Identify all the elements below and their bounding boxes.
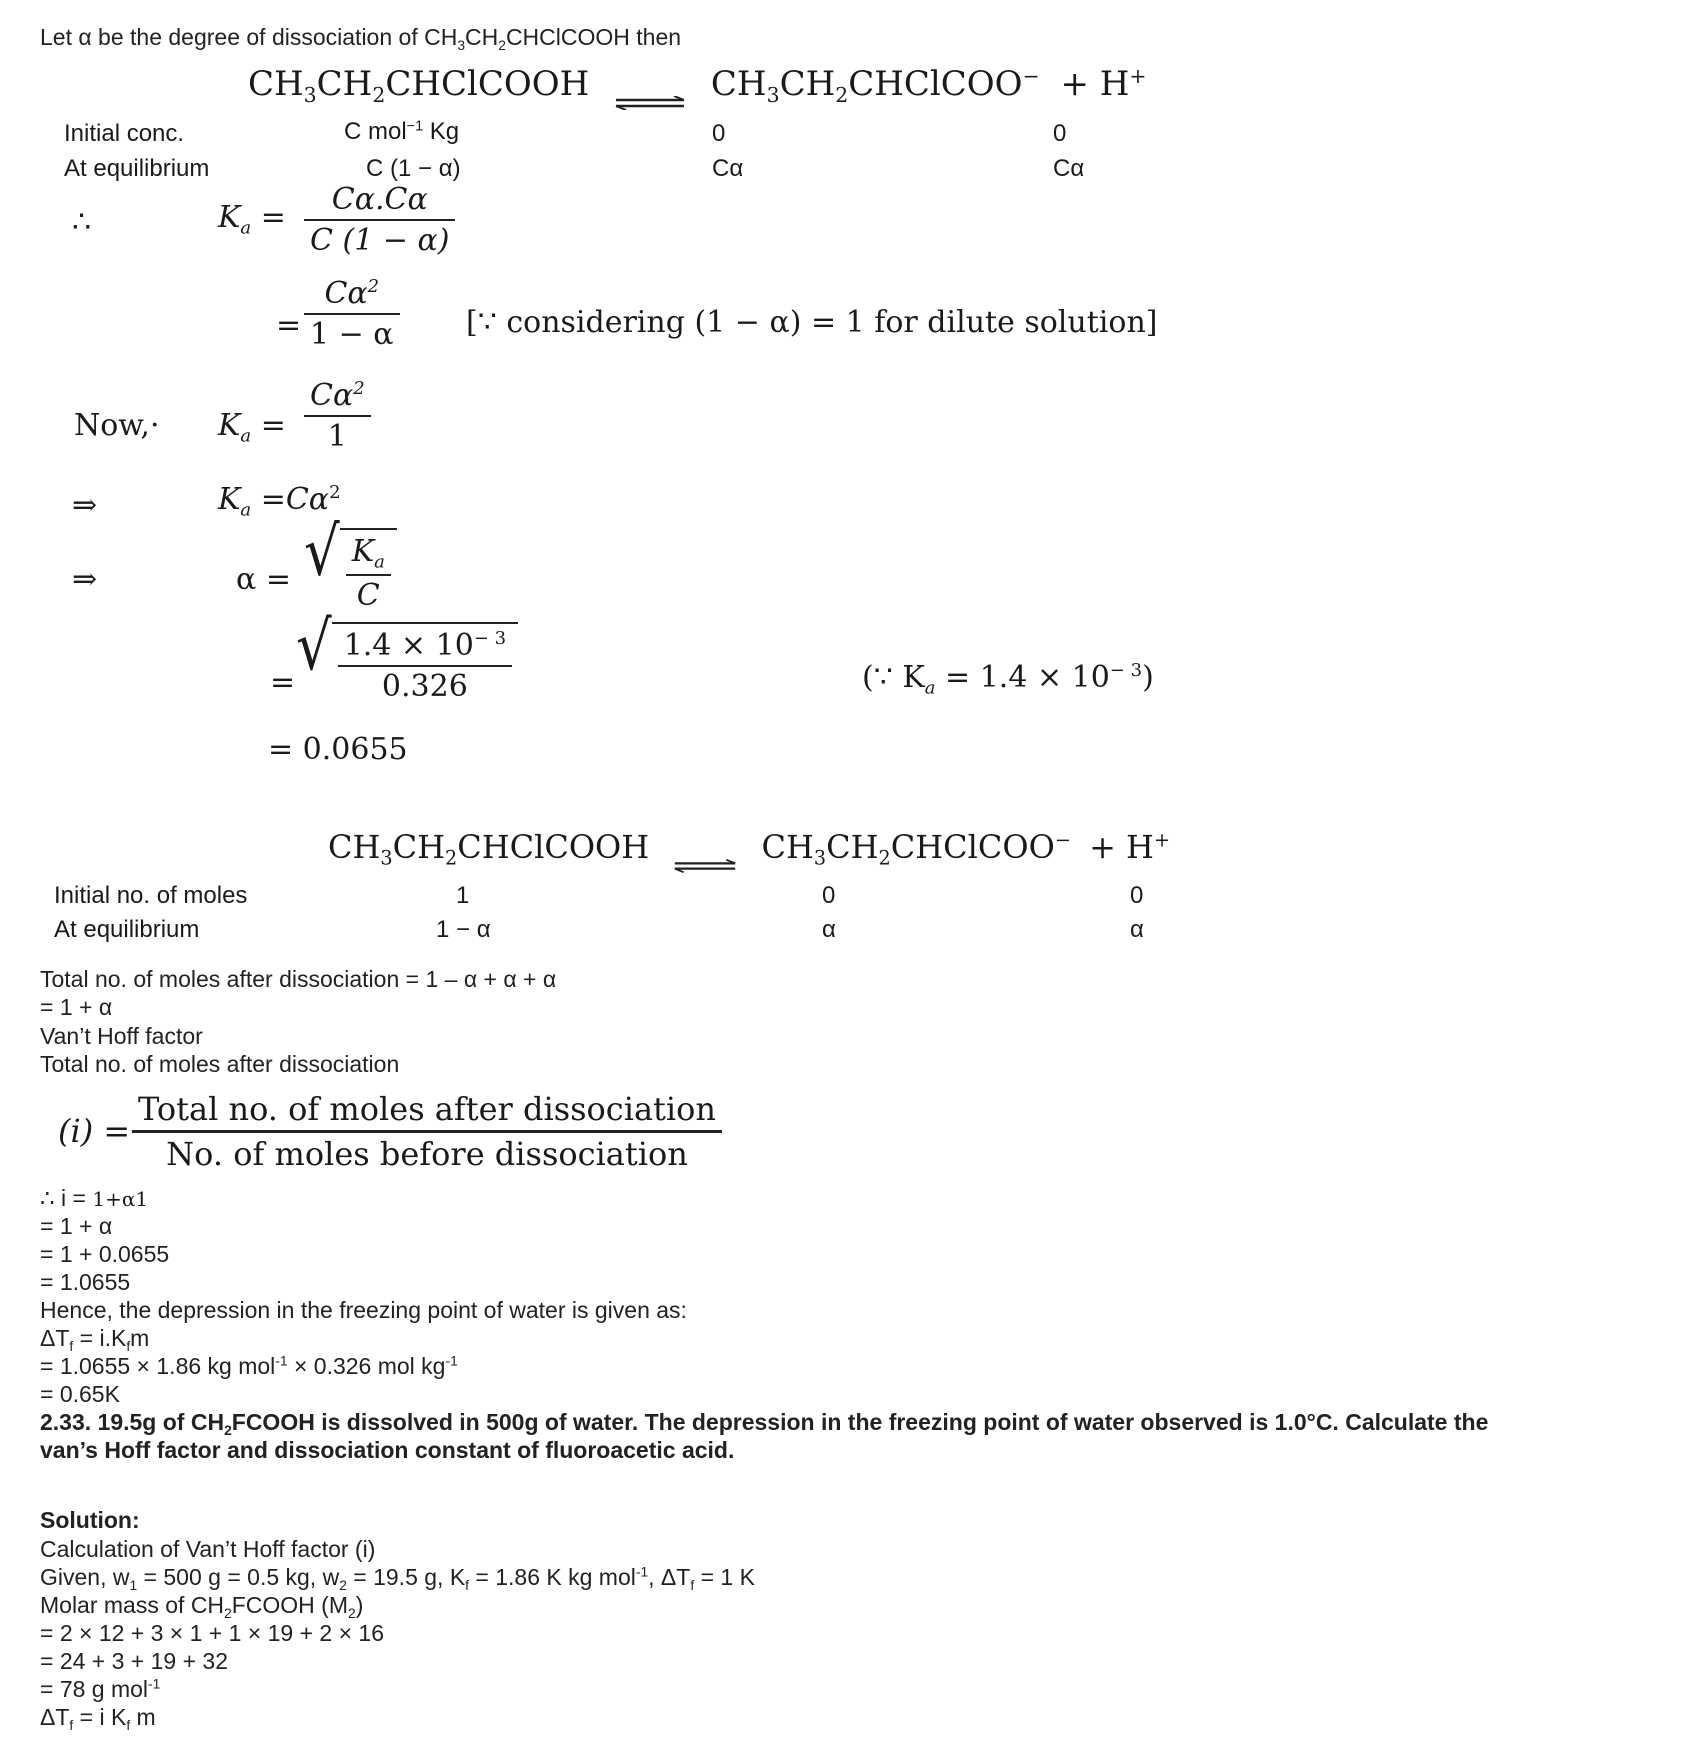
text-line: = 1 + α	[40, 994, 113, 1020]
therefore-symbol: ∴	[72, 205, 92, 240]
reactant: $CH_3CH_2CHClCOOH$	[248, 64, 590, 108]
delta-tf-formula-2: $\Delta T_f = i$ $K_f$ m	[40, 1704, 156, 1733]
row-label: At equilibrium	[54, 916, 200, 943]
ka-value-note: (∵ $K_a = 1.4 \times 10^{- 3}$)	[862, 660, 1154, 699]
intro-text-part: Let α be the degree of dissociation of CH	[40, 24, 458, 50]
alpha-symbol: α =	[236, 562, 291, 597]
alpha-result: = 0.0655	[268, 732, 408, 767]
proton-equilibrium: α	[1130, 916, 1144, 943]
ka-fraction-3: $\frac{C\alpha^2}{1}$	[304, 378, 371, 454]
equals-sign: =	[276, 308, 302, 343]
i-formula: ∴ i = 1+α1	[40, 1185, 149, 1211]
text-line: = 2 × 12 + 3 × 1 + 1 × 19 + 2 × 16	[40, 1620, 385, 1646]
text-line: = 24 + 3 + 19 + 32	[40, 1648, 228, 1674]
given-values: Given, $w_1 = 500$ g = 0.5 kg, $w_2 = 19.5$ g, $K_f = 1.86$ K kg mol$^{-1}$, $\Delta T_f = 1$ K	[40, 1564, 755, 1593]
reactant-initial: 1	[456, 882, 470, 909]
implies-arrow-icon: ⇒	[72, 488, 98, 523]
row-label: Initial conc.	[64, 120, 185, 147]
sqrt-ka-over-c: √ $\frac{K_a}{C}$	[304, 528, 397, 613]
text-line: Total no. of moles after dissociation	[40, 1051, 400, 1077]
reaction-2-equation	[328, 828, 1170, 870]
sqrt-numeric: √ $\frac{1.4 \times 10^{- 3}}{0.326}$	[296, 622, 518, 704]
row-label: Initial no. of moles	[54, 882, 248, 909]
row-label: At equilibrium	[64, 155, 210, 182]
ka-symbol: $K_a$ =	[218, 200, 286, 239]
proton-equilibrium: Cα	[1053, 155, 1085, 182]
proton: + H+	[1060, 64, 1147, 105]
proton-initial: 0	[1130, 882, 1144, 909]
sqrt-icon: √	[296, 607, 332, 686]
reactant: $CH_3CH_2CHClCOOH$	[328, 828, 650, 870]
subscript: 2	[498, 37, 506, 53]
product-equilibrium: α	[822, 916, 836, 943]
dilute-note: [∵ considering (1 − α) = 1 for dilute solution]	[466, 305, 1158, 340]
solution-heading: Solution:	[40, 1507, 140, 1533]
text-line: = 1 + α	[40, 1213, 113, 1239]
vant-hoff-lhs: (i) =	[58, 1112, 131, 1150]
ka-fraction-1: $\frac{C\alpha.C\alpha}{C (1 - \alpha)}$	[304, 182, 455, 258]
molar-mass-result: = 78 g mol$^{-1}$	[40, 1676, 161, 1702]
intro-text-part: CH	[465, 24, 499, 50]
text-line: = 1 + 0.0655	[40, 1241, 170, 1267]
product: $CH_3CH_2CHClCOO^-$	[710, 64, 1040, 108]
proton: + H+	[1089, 828, 1171, 866]
equals-sign: =	[270, 665, 296, 700]
ka-equals-calpha2: $K_a =C\alpha^2$	[218, 482, 341, 521]
vant-hoff-fraction: $\frac{\text{Total no. of moles after dissociation}}{\text{No. of moles before dissociation}}$	[132, 1090, 722, 1173]
question-line-1: 2.33. 19.5g of $CH_2FCOOH$ is dissolved in 500g of water. The depression in the freezing point of water observed is 1.0°C. Calculate the	[40, 1409, 1489, 1438]
delta-tf-result: = 0.65K	[40, 1381, 120, 1407]
intro-text-part: CHClCOOH then	[505, 24, 682, 50]
proton-initial: 0	[1053, 120, 1067, 147]
implies-arrow-icon: ⇒	[72, 562, 98, 597]
reaction-1-equation	[248, 64, 1147, 107]
subscript: 3	[457, 37, 466, 53]
reactant-initial: C mol$^{-1}$ Kg	[344, 118, 460, 145]
product-initial: 0	[712, 120, 726, 147]
text-line: Total no. of moles after dissociation = 1 – α + α + α	[40, 966, 557, 992]
product-equilibrium: Cα	[712, 155, 744, 182]
text-line: Calculation of Van’t Hoff factor (i)	[40, 1536, 376, 1562]
reactant-equilibrium: 1 − α	[436, 916, 491, 943]
intro-text	[40, 24, 681, 53]
text-line: Hence, the depression in the freezing point of water is given as:	[40, 1297, 687, 1323]
sqrt-icon: √	[304, 513, 340, 592]
ka-fraction-2: $\frac{C\alpha^2}{1 - \alpha}$	[304, 276, 400, 352]
equilibrium-arrow-icon	[673, 843, 737, 857]
equilibrium-arrow-icon	[614, 79, 686, 93]
delta-tf-calc: = 1.0655 × 1.86 kg mol$^{-1}$ × 0.326 mol $kg^{-1}$	[40, 1353, 458, 1379]
reactant-equilibrium: C (1 − α)	[366, 155, 461, 182]
question-line-2: van’s Hoff factor and dissociation constant of fluoroacetic acid.	[40, 1437, 735, 1463]
molar-mass-heading: Molar mass of $CH_2FCOOH$ $(M_2)$	[40, 1592, 364, 1621]
now-label: Now,·	[74, 408, 160, 443]
delta-tf-formula: $\Delta T_f = i.K_fm$	[40, 1325, 150, 1354]
product: $CH_3CH_2CHClCOO^-$	[761, 828, 1071, 870]
ka-symbol: $K_a$ =	[218, 408, 286, 447]
text-line: = 1.0655	[40, 1269, 131, 1295]
text-line: Van’t Hoff factor	[40, 1023, 203, 1049]
product-initial: 0	[822, 882, 836, 909]
